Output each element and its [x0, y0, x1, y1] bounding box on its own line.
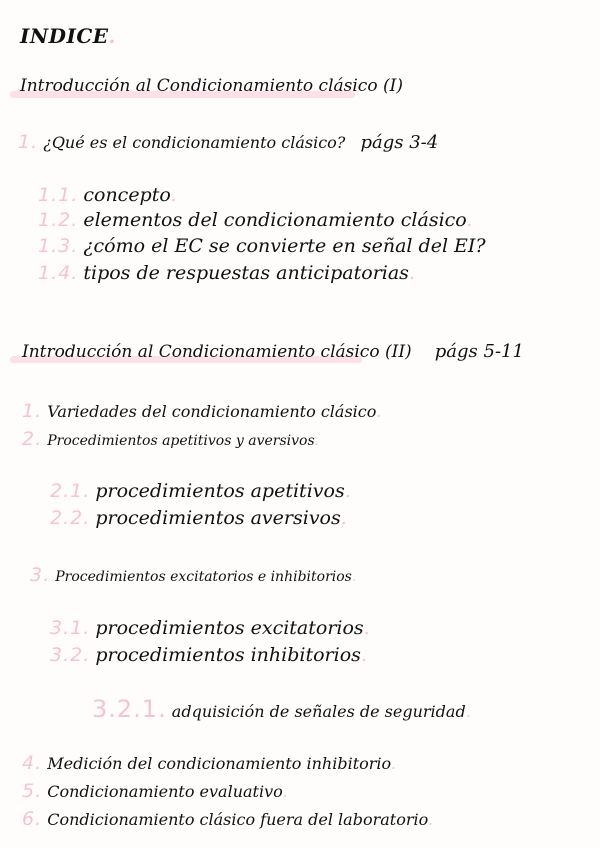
item-text: procedimientos excitatorios	[95, 617, 364, 639]
item-text: concepto	[83, 184, 171, 206]
page-title: INDICE	[20, 24, 109, 48]
subitem-1-2	[38, 211, 472, 230]
item-text: procedimientos apetitivos	[95, 480, 345, 502]
item-text: Procedimientos apetitivos y aversivos	[47, 433, 315, 449]
item-text: procedimientos inhibitorios	[95, 644, 361, 666]
item-text: procedimientos aversivos	[95, 507, 341, 529]
item-dot: .	[351, 569, 357, 585]
section2-item2	[22, 430, 319, 449]
subitem-1-3	[38, 237, 486, 256]
section2-item5	[22, 782, 288, 801]
subitem-3-1	[50, 619, 370, 638]
item-number: 6.	[22, 808, 43, 830]
section1-item1	[18, 133, 438, 152]
page-range: págs 3-4	[360, 132, 439, 153]
item-number: 3.	[30, 564, 51, 586]
item-number: 3.2.1.	[92, 695, 167, 723]
item-dot: .	[282, 782, 288, 801]
item-dot: .	[376, 402, 382, 421]
item-dot: .	[360, 644, 367, 666]
item-number: 4.	[22, 752, 43, 774]
item-dot: .	[344, 480, 351, 502]
subitem-3-2	[50, 646, 367, 665]
section2-item6	[22, 810, 433, 829]
item-text: Condicionamiento clásico fuera del laboratorio	[47, 810, 428, 829]
item-text: Condicionamiento evaluativo	[47, 782, 283, 801]
item-dot: .	[340, 507, 347, 529]
item-dot: .	[363, 617, 370, 639]
subitem-1-1	[38, 186, 177, 205]
section1-title: Introducción al Condicionamiento clásico (I)	[20, 76, 403, 96]
subitem-3-2-1	[92, 697, 471, 721]
item-number: 5.	[22, 780, 43, 802]
item-text: Medición del condicionamiento inhibitorio	[47, 754, 391, 773]
item-number: 1.	[22, 400, 43, 422]
page-range: págs 5-11	[434, 341, 524, 362]
title-dot: .	[108, 24, 116, 48]
subitem-2-2	[50, 509, 347, 528]
item-text: elementos del condicionamiento clásico	[83, 209, 467, 231]
subitem-1-4	[38, 264, 415, 283]
item-number: 1.3.	[38, 235, 79, 257]
item-number: 2.	[22, 428, 43, 450]
section2-title-row	[22, 343, 524, 361]
item-dot: .	[466, 209, 473, 231]
item-text: Procedimientos excitatorios e inhibitorios	[55, 569, 352, 585]
item-number: 1.2.	[38, 209, 79, 231]
item-number: 1.1.	[38, 184, 79, 206]
item-number: 2.1.	[50, 480, 91, 502]
subitem-2-1	[50, 482, 351, 501]
item-number: 1.	[18, 131, 39, 153]
item-dot: .	[314, 433, 320, 449]
item-text: ¿cómo el EC se convierte en señal del EI?	[83, 235, 486, 257]
section2-item1	[22, 402, 381, 421]
index-title-row	[20, 26, 116, 46]
item-number: 3.2.	[50, 644, 91, 666]
item-dot: .	[408, 262, 415, 284]
item-number: 2.2.	[50, 507, 91, 529]
section2-item3	[30, 566, 356, 585]
item-text: ¿Qué es el condicionamiento clásico?	[43, 133, 346, 152]
item-text: adquisición de señales de seguridad	[171, 702, 466, 721]
item-text: tipos de respuestas anticipatorias	[83, 262, 409, 284]
section2-item4	[22, 754, 396, 773]
item-dot: .	[427, 810, 434, 829]
item-number: 1.4.	[38, 262, 79, 284]
item-dot: .	[390, 754, 396, 773]
item-text: Variedades del condicionamiento clásico	[47, 402, 377, 421]
item-dot: .	[465, 702, 471, 721]
item-number: 3.1.	[50, 617, 91, 639]
section2-title: Introducción al Condicionamiento clásico (II)	[22, 342, 412, 362]
item-dot: .	[170, 184, 177, 206]
